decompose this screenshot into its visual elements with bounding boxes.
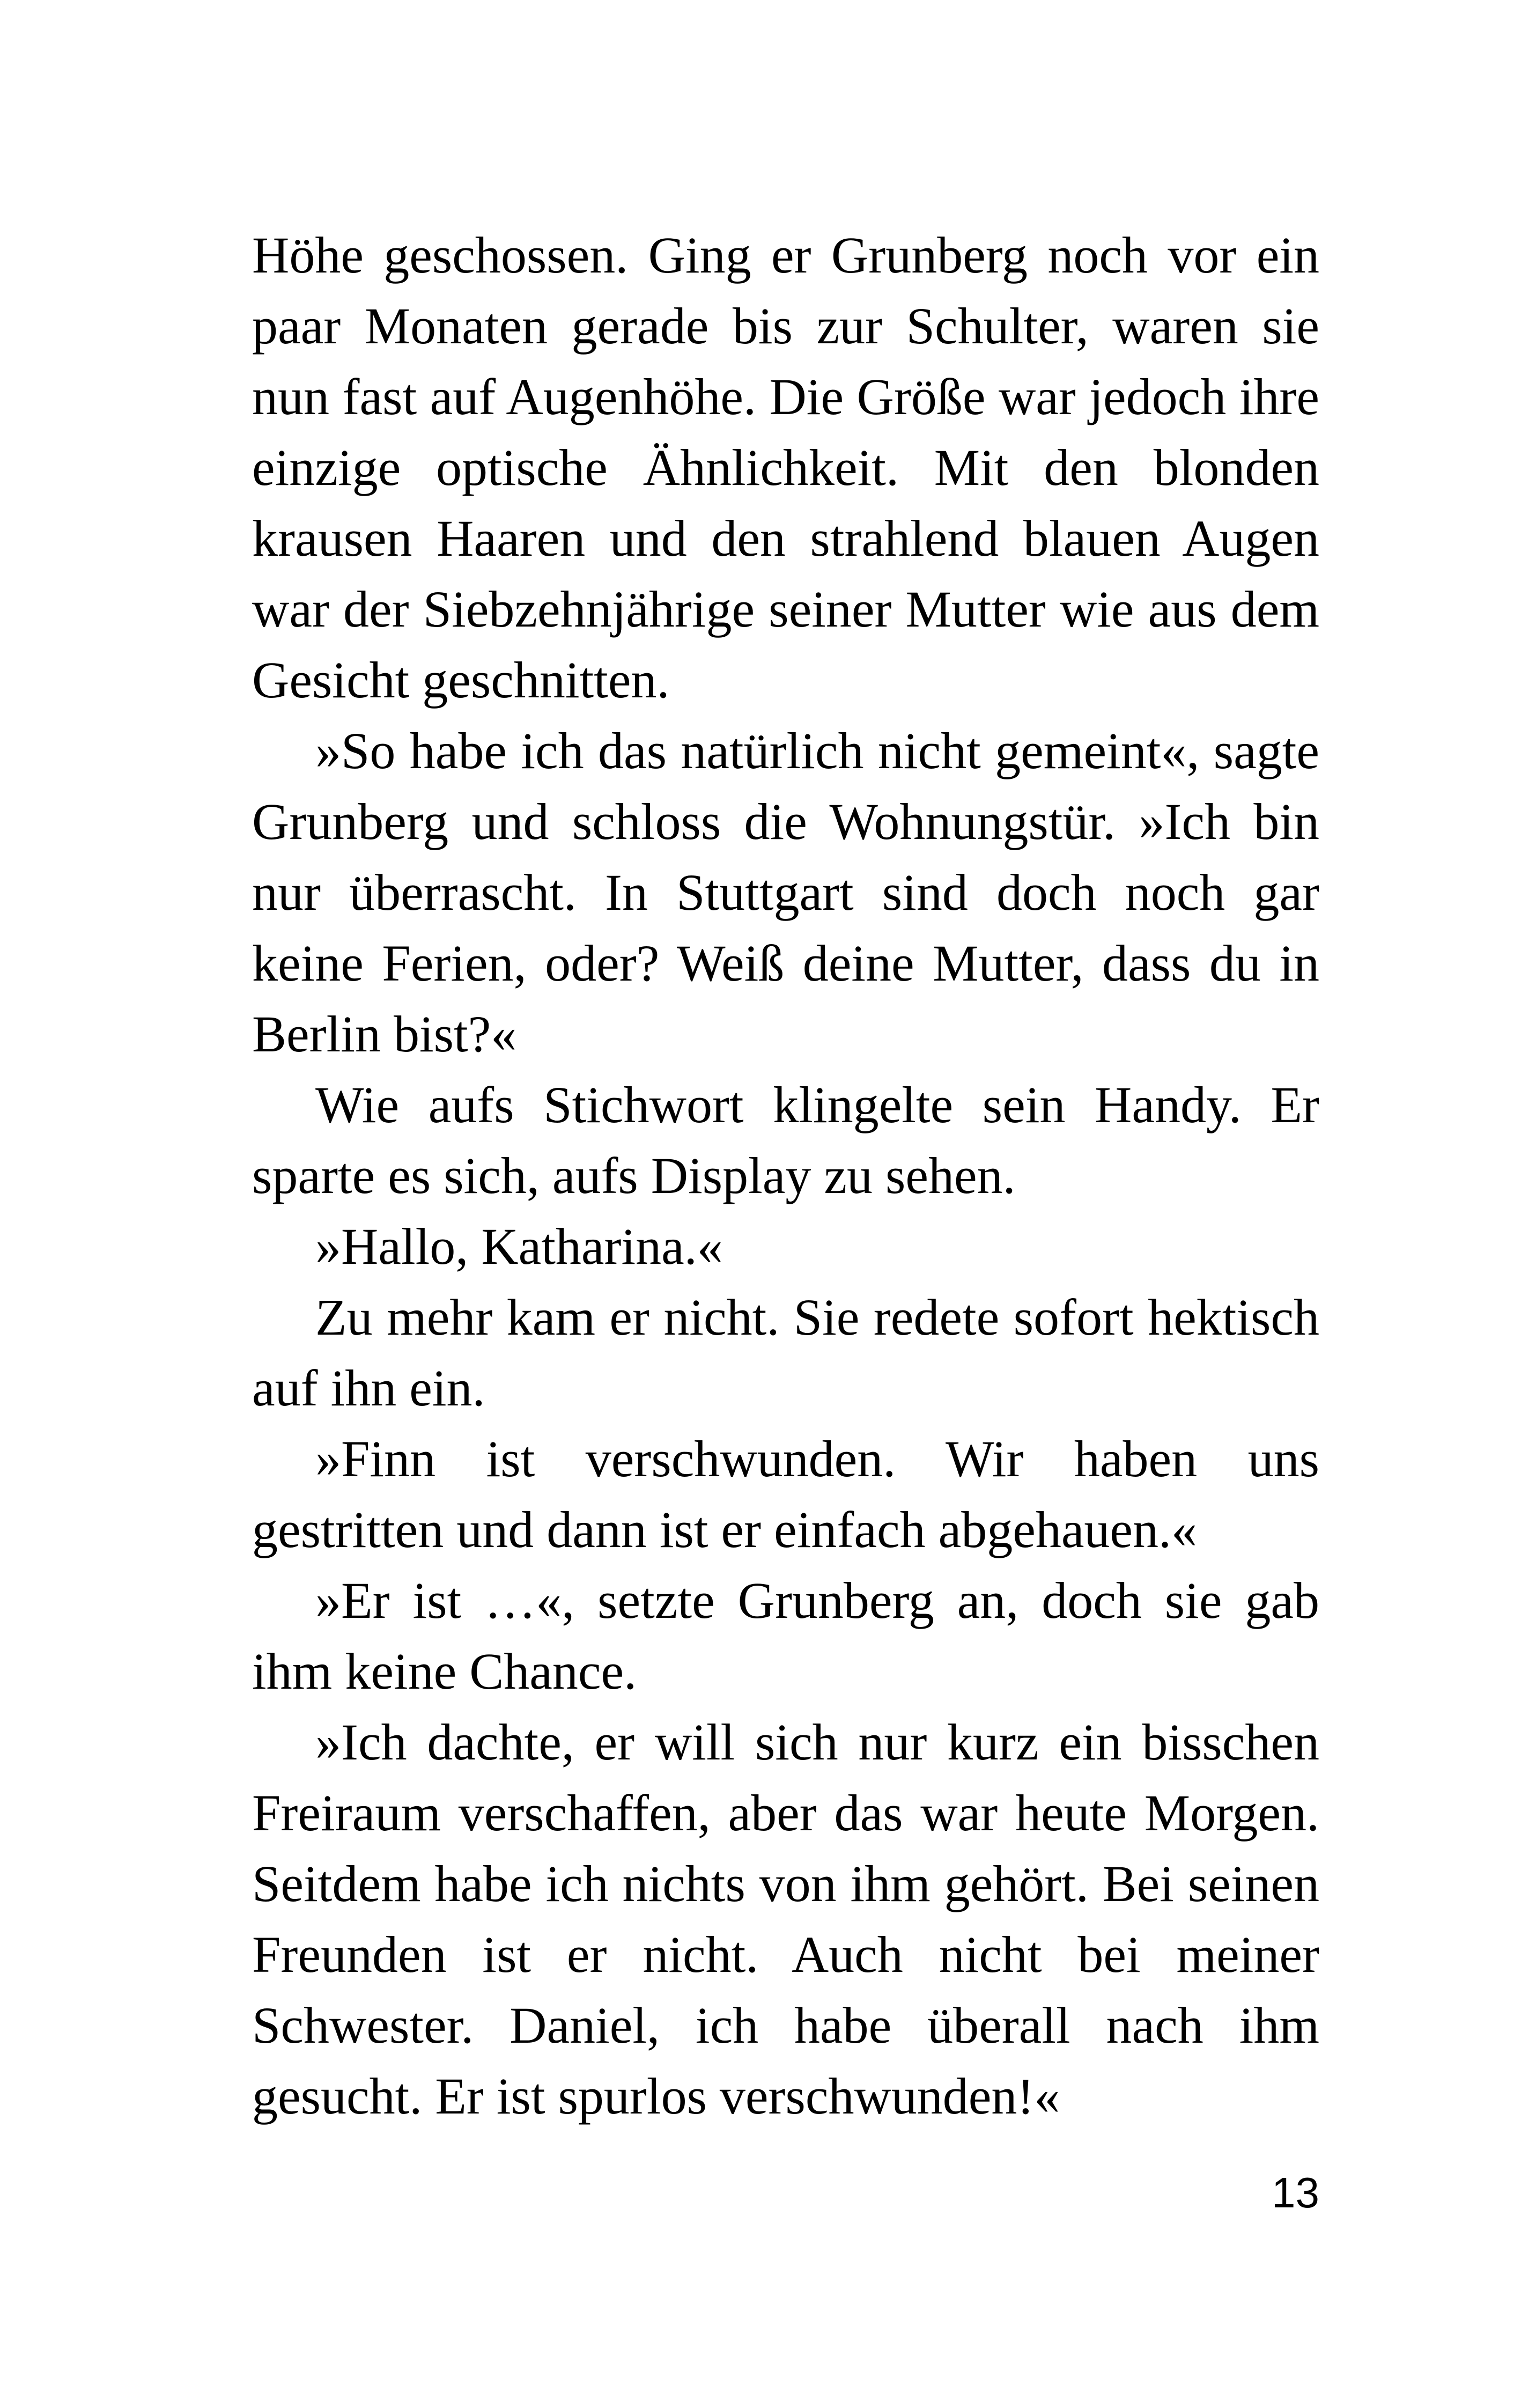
paragraph: »Ich dachte, er will sich nur kurz ein bisschen Freiraum verschaffen, aber das war heute Morgen. Seitdem habe ich nichts von ihm gehört. Bei seinen Freunden ist er nicht. Auch nicht bei meiner Schwester. Daniel, ich habe überall nach ihm gesucht. Er ist spurlos verschwunden!« xyxy=(252,1713,1319,2125)
paragraph: Zu mehr kam er nicht. Sie redete sofort hektisch auf ihn ein. xyxy=(252,1288,1319,1417)
paragraph: »Finn ist verschwunden. Wir haben uns gestritten und dann ist er einfach abgehauen.« xyxy=(252,1430,1319,1558)
paragraph: »Er ist …«, setzte Grunberg an, doch sie gab ihm keine Chance. xyxy=(252,1572,1319,1700)
paragraph: Höhe geschossen. Ging er Grunberg noch vor ein paar Monaten gerade bis zur Schulter, waren sie nun fast auf Augenhöhe. Die Größe war jedoch ihre einzige optische Ähnlichkeit. Mit den blonden krausen Haaren und den strahlend blauen Augen war der Siebzehnjährige seiner Mutter wie aus dem Gesicht geschnitten. xyxy=(252,226,1319,709)
paragraph: Wie aufs Stichwort klingelte sein Handy. Er sparte es sich, aufs Display zu sehen. xyxy=(252,1076,1319,1204)
paragraph: »So habe ich das natürlich nicht gemeint«, sagte Grunberg und schloss die Wohnungstür. »Ich bin nur überrascht. In Stuttgart sind doch noch gar keine Ferien, oder? Weiß deine Mutter, dass du in Berlin bist?« xyxy=(252,722,1319,1063)
paragraph: »Hallo, Katharina.« xyxy=(315,1218,723,1275)
page-number: 13 xyxy=(1272,2169,1319,2216)
body-text xyxy=(252,220,1319,2132)
